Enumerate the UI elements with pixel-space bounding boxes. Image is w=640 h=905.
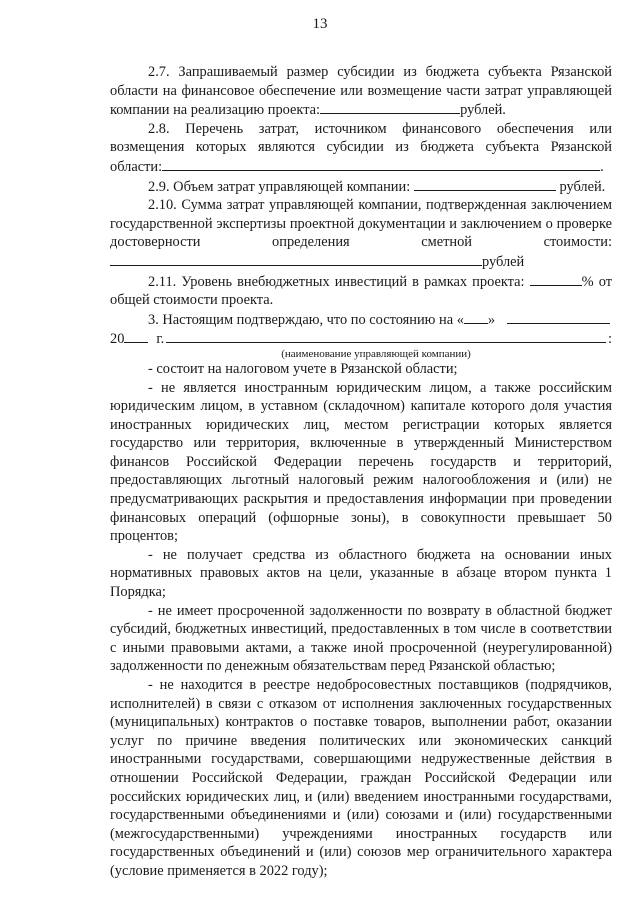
bullet-tax-registration: - состоит на налоговом учете в Рязанской области; [148, 360, 458, 377]
company-name-blank [166, 329, 606, 343]
section-2-11-tail: от общей стоимости проекта. [110, 273, 612, 309]
month-blank [507, 310, 610, 324]
costs-blank [414, 177, 556, 191]
section-2-9-unit: рублей. [559, 178, 606, 195]
company-name-caption: (наименование управляющей компании) [281, 347, 471, 360]
section-3-quote-close: » [487, 311, 496, 328]
bullet-no-overdue-debt: - не имеет просроченной задолженности по возврату в областной бюджет субсидий, бюджетных инвестиций, предоставленных в том числе в соответствии с иными правовыми актами, а также иной просроченной (неурегулированной) задолженности по денежным обязательствам перед Рязанской областью; [110, 602, 612, 675]
section-2-11-unit: % [581, 273, 594, 290]
year-prefix: 20 [110, 331, 125, 348]
cost-list-blank [162, 157, 600, 171]
section-2-10 [110, 196, 612, 271]
year-blank [124, 329, 148, 343]
section-3-line2 [110, 329, 612, 349]
section-2-8 [110, 120, 612, 177]
section-2-7 [110, 63, 612, 120]
section-2-10-unit: рублей [482, 253, 525, 270]
section-2-7-unit: рублей. [460, 102, 506, 119]
section-3-colon: : [608, 331, 612, 348]
section-2-7-text: 2.7. Запрашиваемый размер субсидии из бюджета субъекта Рязанской области на финансовое обеспечение или возмещение части затрат управляющей компании на реализацию проекта: [110, 64, 612, 119]
section-2-9-text: 2.9. Объем затрат управляющей компании: [148, 178, 411, 195]
amount-blank [320, 100, 460, 114]
section-2-11 [110, 272, 612, 310]
investment-percent-blank [530, 272, 582, 286]
year-suffix: г. [156, 331, 165, 348]
section-3-text: 3. Настоящим подтверждаю, что по состоянию на « [148, 311, 464, 328]
confirmed-costs-blank [110, 252, 482, 266]
document-body [110, 63, 612, 881]
bullet-not-in-registry: - не находится в реестре недобросовестных поставщиков (подрядчиков, исполнителей) в связи с отказом от исполнения заключенных государственных (муниципальных) контрактов о поставке товаров, выполнении работ, оказании услуг по причине введения политических или экономических санкций иностранными государствами, совершающими недружественные действия в отношении Российской Федерации, граждан Российской Федерации или российских юридических лиц, и (или) введением иностранными государствами, государственными объединениями и (или) союзами и (или) государственными (межгосударственными) учреждениями иностранных государств или государственных объединений и (или) союзов мер ограничительного характера (условие применяется в 2022 году); [110, 677, 612, 879]
section-2-8-text: 2.8. Перечень затрат, источником финансового обеспечения или возмещения которых являются субсидии из бюджета субъекта Рязанской области: [110, 120, 612, 175]
section-2-10-text: 2.10. Сумма затрат управляющей компании, подтвержденная заключением государственной экспертизы проектной документации и заключением о проверке достоверности определения сметной стоимости: [110, 197, 612, 251]
day-blank [464, 310, 488, 324]
section-2-8-end: . [600, 158, 604, 175]
section-2-9 [110, 177, 612, 197]
bullet-not-foreign-entity: - не является иностранным юридическим лицом, а также российским юридическим лицом, в уставном (складочном) капитале которого доля участия иностранных юридических лиц, местом регистрации которых является государство или территория, включенные в утвержденный Министерством финансов Российской Федерации перечень государств и территорий, предоставляющих льготный налоговый режим налогообложения и (или) не предусматривающих раскрытия и предоставления информации при проведении финансовых операций (офшорные зоны), в совокупности превышает 50 процентов; [110, 379, 612, 545]
section-3-line1 [110, 310, 612, 330]
section-2-11-text: 2.11. Уровень внебюджетных инвестиций в рамках проекта: [148, 273, 525, 290]
page-number: 13 [312, 16, 328, 32]
bullet-no-other-funds: - не получает средства из областного бюджета на основании иных нормативных правовых актов на цели, указанные в абзаце втором пункта 1 Порядка; [110, 546, 612, 601]
